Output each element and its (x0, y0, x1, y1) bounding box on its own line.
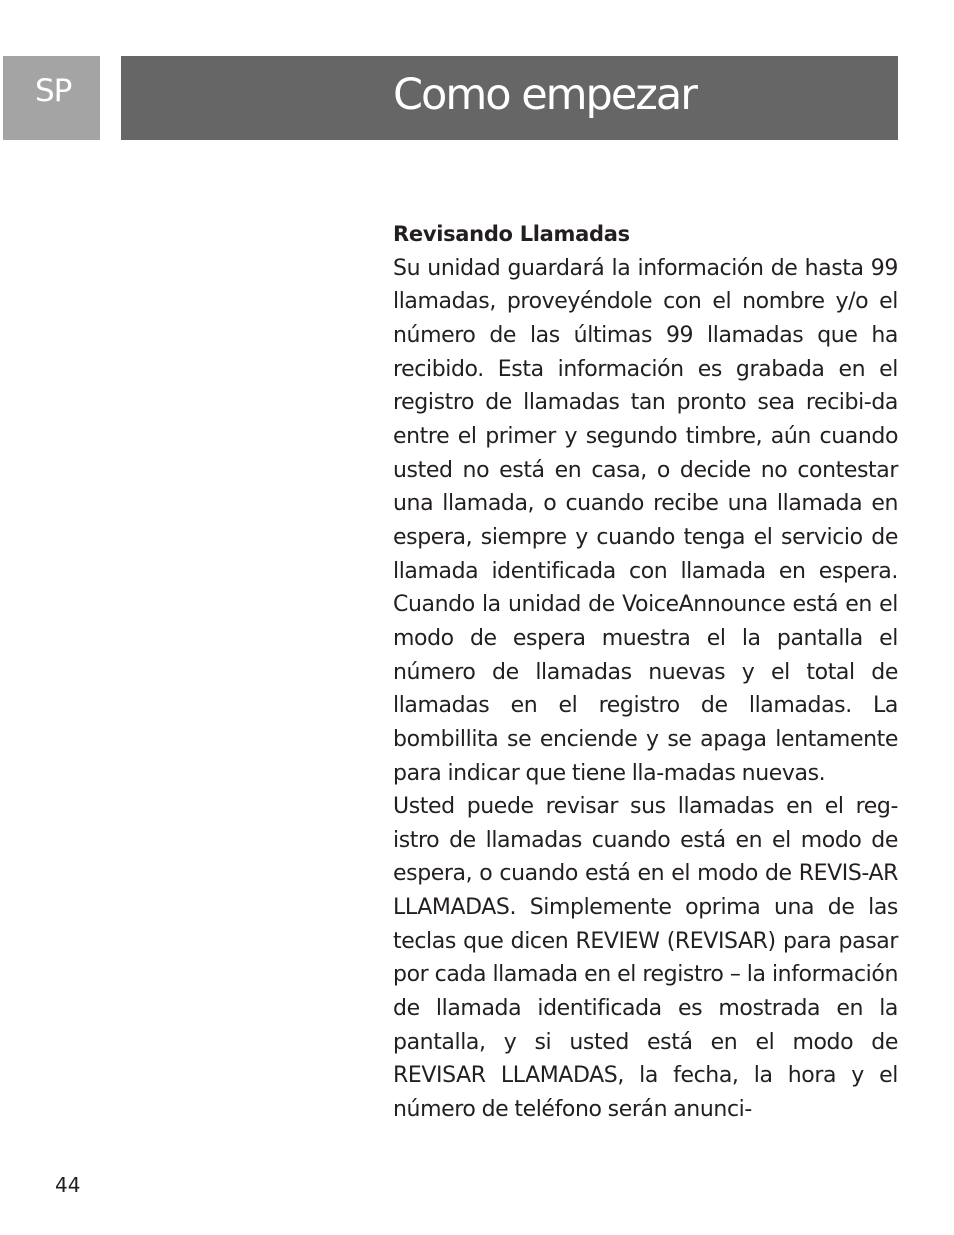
language-tab (3, 56, 100, 140)
body-paragraph: Su unidad guardará la información de hasta 99 llamadas, proveyéndole con el nombre y/o el número de las últimas 99 llamadas que ha recibido. Esta información es grabada en el registro de llamadas tan pronto sea recibi-da entre el primer y segundo timbre, aún cuando usted no está en casa, o decide no contestar una llamada, o cuando recibe una llamada en espera, siempre y cuando tenga el servicio de llamada identificada con llamada en espera. Cuando la unidad de VoiceAnnounce está en el modo de espera muestra el la pantalla el número de llamadas nuevas y el total de llamadas en el registro de llamadas. La bombillita se enciende y se apaga lentamente para indicar que tiene lla-madas nuevas. (393, 255, 898, 786)
main-content (393, 218, 898, 1127)
page-title: Como empezar (393, 70, 696, 120)
title-bar (121, 56, 898, 140)
body-paragraph: Usted puede revisar sus llamadas en el reg-istro de llamadas cuando está en el modo de espera, o cuando está en el modo de REVIS-AR LLAMADAS. Simplemente oprima una de las teclas que dicen REVIEW (REVISAR) para pasar por cada llamada en el registro – la información de llamada identificada es mostrada en la pantalla, y si usted está en el modo de REVISAR LLAMADAS, la fecha, la hora y el número de teléfono serán anunci- (393, 794, 898, 1123)
section-heading: Revisando Llamadas (393, 222, 630, 246)
page-number: 44 (55, 1173, 81, 1197)
language-label: SP (35, 73, 72, 109)
